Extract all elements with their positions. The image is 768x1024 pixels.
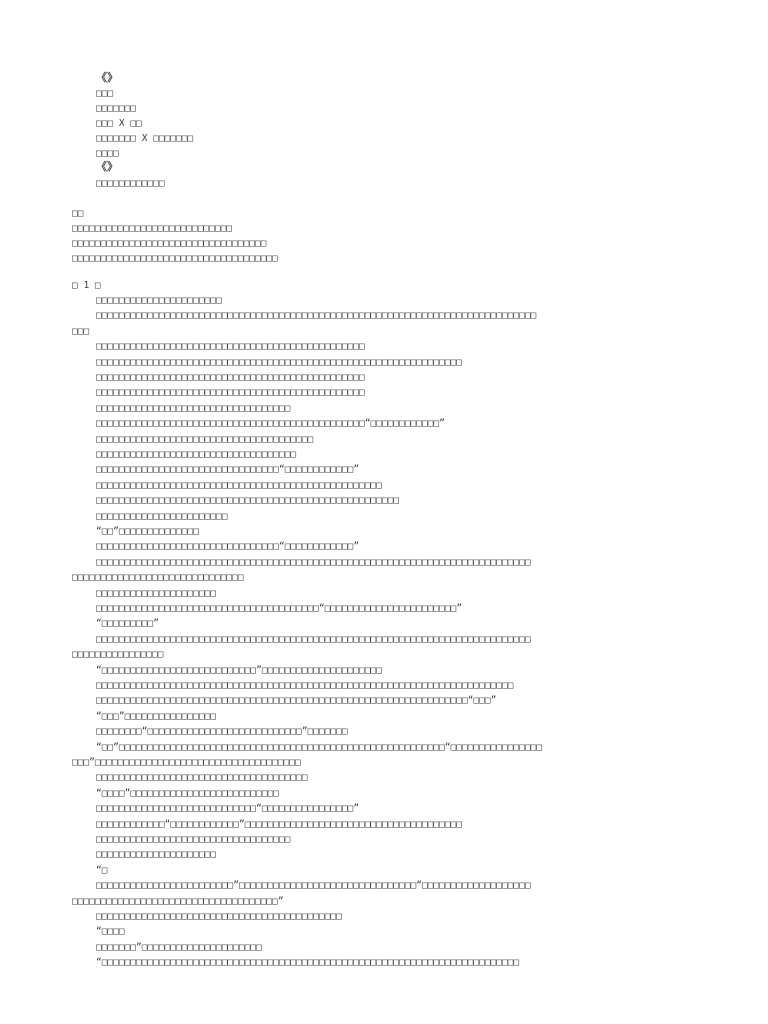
body-line: “□□□”□□□□□□□□□□□□□□□□	[96, 711, 217, 722]
body-line: □□□□□□□□□□□□□□□□□□□□□	[96, 849, 217, 860]
body-line: □□□□□□□□□□□□□□□□□□□□□□□□□□□□□□□□“□□□□□□□□□□□□”	[96, 541, 360, 552]
intro-heading: □□	[72, 208, 84, 219]
book-title-brackets-bottom: 《》	[96, 160, 118, 173]
body-line: “□□□□”□□□□□□□□□□□□□□□□□□□□□□□□□□	[96, 788, 280, 799]
body-line: □□□	[72, 326, 90, 337]
body-line: □□□□□□□□□□□□□□□□□□□□□□□□□□□□□□□□□□□□”	[72, 896, 284, 907]
body-line: □□□”□□□□□□□□□□□□□□□□□□□□□□□□□□□□□□□□□□□□	[72, 757, 301, 768]
body-line: “□□□□□□□□□□□□□□□□□□□□□□□□□□□□□□□□□□□□□□□□□□□□□□□□□□□□□□□□□□□□□□□□□□□□□□□□□	[96, 957, 520, 968]
body-line: □□□□□□□□□□□□□□□□□□□□□□□□□□□□□□□□□□□□□□□□□□□□□□□□□□□□□□□□□□□□□□□□□□□□□□□□□	[96, 680, 514, 691]
intro-line: □□□□□□□□□□□□□□□□□□□□□□□□□□□□□□□□□□□□	[72, 253, 278, 264]
body-line: □□□□□□□□□□□□□□□□	[72, 649, 164, 660]
body-line: □□□□□□□□□□□□□□□□□□□□□□□□□□□□□□□□□□□□□□□□□□□□□□□	[96, 341, 365, 352]
body-line: □□□□□□□□□□□□“□□□□□□□□□□□□”□□□□□□□□□□□□□□□□□□□□□□□□□□□□□□□□□□□□□□	[96, 819, 463, 830]
body-line: □□□□□□□□□□□□□□□□□□□□□□□□□□□□□□□□□□□□□□□□□□□□□□□□□□□□□□□□□□□□□□□□	[96, 357, 463, 368]
body-line: □□□□□□□□□□□□□□□□□□□□□□□□□□□□□□□□□□□□□□□□□□□□□□□□□□□□□□□□□□□□□□□□□□□□□□□□□□□□	[96, 634, 531, 645]
book-title-brackets-top: 《》	[96, 71, 118, 84]
body-line: □□□□□□□□□□□□□□□□□□□□□□□□□□□□□□□□“□□□□□□□□□□□□”	[96, 464, 360, 475]
body-line: □□□□□□□□□□□□□□□□□□□□□□□□□□□□□□□□□□□□□□□□□□□□□□□	[96, 372, 365, 383]
body-line: □□□□□□□□□□□□□□□□□□□□□□□□□□□□□□□□□□□□□□□□□□□□□□□□□□□□□	[96, 495, 400, 506]
body-line: “□□□□	[96, 926, 125, 937]
header-line: □□□	[96, 88, 114, 99]
body-line: “□□□□□□□□□□□□□□□□□□□□□□□□□□□”□□□□□□□□□□□□□□□□□□□□□	[96, 665, 382, 676]
body-line: □□□□□□□□□□□□□□□□□□□□□□□□□□□□□□□□□□□□□□□□□□□□□□□	[96, 387, 365, 398]
header-line: □□□□□□□	[96, 103, 137, 114]
body-line: □□□□□□□□□□□□□□□□□□□□□□□□□□□□□□□□□□□□□□□□□□□□□□□□□□	[96, 480, 382, 491]
header-line: □□□□□□□□□□□□	[96, 178, 165, 189]
body-line: □□□□□□□□□□□□□□□□□□□□□□□□□□□□□□□□□□□□□□	[96, 434, 314, 445]
body-line: “□□□□□□□□□”	[96, 618, 159, 629]
body-line: □□□□□□□□□□□□□□□□□□□□□□□	[96, 511, 228, 522]
body-line: □□□□□□□”□□□□□□□□□□□□□□□□□□□□□	[96, 942, 262, 953]
body-line: □□□□□□□□□□□□□□□□□□□□□□□□□□□□□□□□□□	[96, 403, 291, 414]
header-line: □□□ X □□	[96, 118, 142, 129]
body-line: □□□□□□□□□□□□□□□□□□□□□□□□□□□□“□□□□□□□□□□□□□□□□”	[96, 803, 360, 814]
body-line: □□□□□□□□□□□□□□□□□□□□□□□□□□□□□□□□□□□□□	[96, 772, 308, 783]
intro-line: □□□□□□□□□□□□□□□□□□□□□□□□□□□□□□□□□□	[72, 238, 267, 249]
body-line: □□□□□□□□□□□□□□□□□□□□□□□□□□□□□□□□□□□□□□□“□□□□□□□□□□□□□□□□□□□□□□□”	[96, 603, 463, 614]
body-line: □□□□□□□□□□□□□□□□□□□□□□	[96, 295, 222, 306]
body-line: “□□”□□□□□□□□□□□□□□□□□□□□□□□□□□□□□□□□□□□□□□□□□□□□□□□□□□□□□□□□□“□□□□□□□□□□□□□□□□	[96, 742, 543, 753]
body-line: □□□□□□□□□□□□□□□□□□□□□□□□□□□□□□□□□□□□□□□□□□□□□□□“□□□□□□□□□□□□”	[96, 418, 445, 429]
body-line: □□□□□□□□□□□□□□□□□□□□□□□□□□□□□□□□□□	[96, 834, 291, 845]
body-line: □□□□□□□□□□□□□□□□□□□□□□□□□□□□□□	[72, 572, 244, 583]
body-line: □□□□□□□□□□□□□□□□□□□□□□□□□□□□□□□□□□□□□□□□□□□□□□□□□□□□□□□□□□□□□□□□□□□□□□□□□□□□□	[96, 310, 537, 321]
body-line: □□□□□□□□“□□□□□□□□□□□□□□□□□□□□□□□□□□□”□□□□□□□	[96, 726, 348, 737]
intro-line: □□□□□□□□□□□□□□□□□□□□□□□□□□□□	[72, 223, 233, 234]
body-line: □□□□□□□□□□□□□□□□□□□□□□□□□□□□□□□□□□□□□□□□□□□□□□□□□□□□□□□□□□□□□□□□□□□□□□□□□□□□	[96, 557, 531, 568]
body-line: □□□□□□□□□□□□□□□□□□□□□	[96, 588, 217, 599]
body-line: “□	[96, 865, 108, 876]
header-line: □□□□□□□ X □□□□□□□	[96, 133, 194, 144]
body-line: □□□□□□□□□□□□□□□□□□□□□□□□□□□□□□□□□□□	[96, 449, 297, 460]
chapter-heading: □ 1 □	[72, 280, 101, 291]
body-line: “□□”□□□□□□□□□□□□□□	[96, 526, 199, 537]
body-line: □□□□□□□□□□□□□□□□□□□□□□□□□□□□□□□□□□□□□□□□□□□	[96, 911, 342, 922]
body-line: □□□□□□□□□□□□□□□□□□□□□□□□”□□□□□□□□□□□□□□□□□□□□□□□□□□□□□□□“□□□□□□□□□□□□□□□□□□□	[96, 880, 531, 891]
body-line: □□□□□□□□□□□□□□□□□□□□□□□□□□□□□□□□□□□□□□□□□□□□□□□□□□□□□□□□□□□□□□□□□“□□□”	[96, 695, 497, 706]
header-line: □□□□	[96, 148, 119, 159]
